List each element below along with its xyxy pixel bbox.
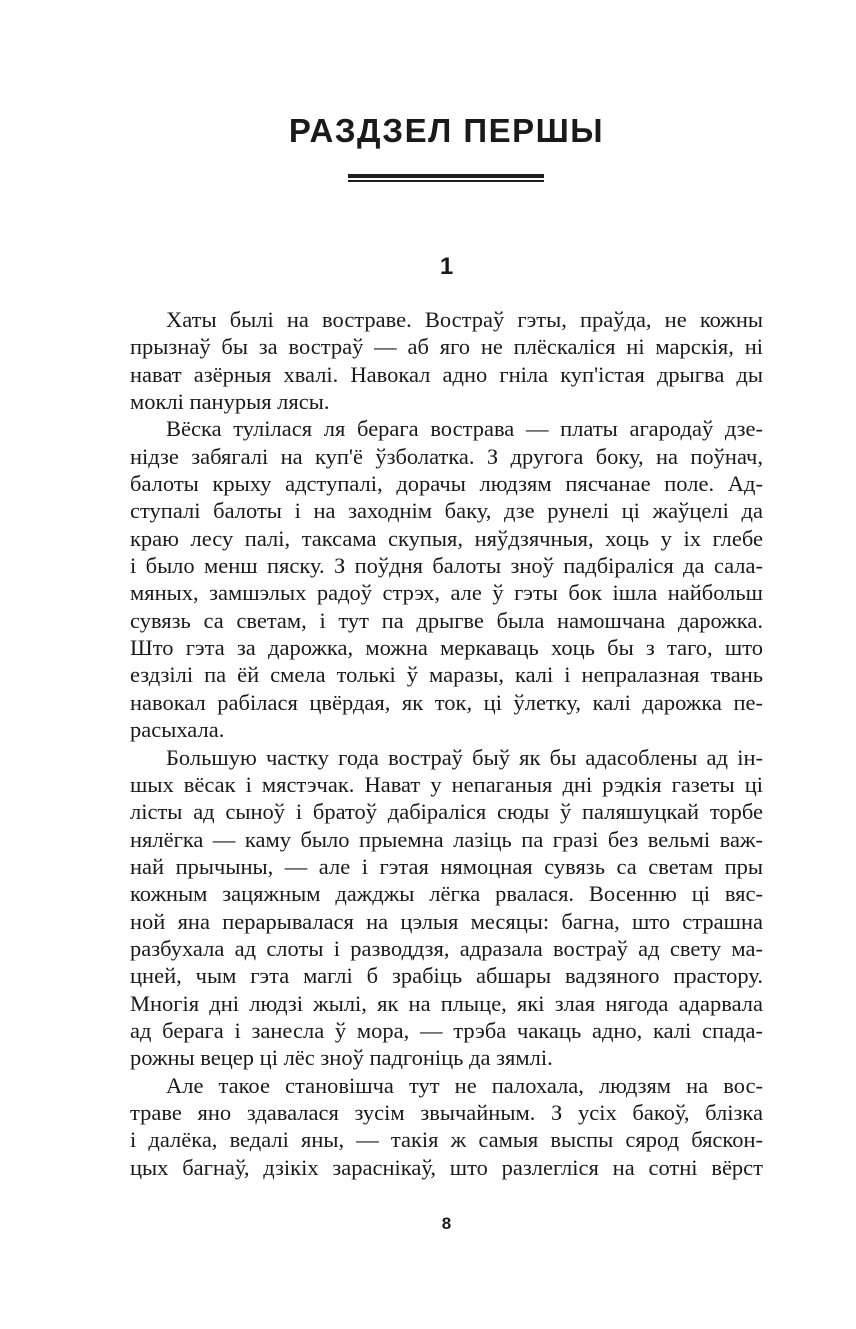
section-title: РАЗДЗЕЛ ПЕРШЫ <box>288 112 605 149</box>
paragraph <box>130 1072 763 1181</box>
text-line: мяных, замшэлых радоў стрэх, але ў гэты бок ішла найбольш <box>130 580 763 606</box>
text-line: Многія дні людзі жылі, як на плыце, які злая нягода адарвала <box>130 990 763 1016</box>
text-line: ступалі балоты і на заходнім баку, дзе рунелі ці жаўцелі да <box>130 498 763 524</box>
text-line: лісты ад сыноў і братоў дабіраліся сюды ў паляшуцкай торбе <box>130 799 763 825</box>
text-line: цых багнаў, дзікіх зараснікаў, што разлегліся на сотні вёрст <box>130 1154 763 1180</box>
text-line: прызнаў бы за востраў — аб яго не плёскаліся ні марскія, ні <box>130 334 763 360</box>
rule-thin-line <box>348 180 544 182</box>
paragraph <box>130 306 763 415</box>
text-line: і далёка, ведалі яны, — такія ж самыя выспы сярод бяскон- <box>130 1127 763 1153</box>
text-line: сувязь са светам, і тут па дрыгве была намошчана дарожка. <box>130 607 763 633</box>
double-rule-divider <box>348 174 544 182</box>
text-line: шых вёсак і мястэчак. Нават у непаганыя дні рэдкія газеты ці <box>130 771 763 797</box>
page-number: 8 <box>441 1214 452 1233</box>
text-line: Але такое становішча тут не палохала, людзям на вос- <box>166 1072 763 1098</box>
text-line: разбухала ад слоты і разводдзя, адразала востраў ад свету ма- <box>130 935 763 961</box>
text-line: і было менш пяску. З поўдня балоты зноў падбіраліся да сала- <box>130 553 763 579</box>
text-line: расыхала. <box>130 717 225 743</box>
text-line: Вёска тулілася ля берага вострава — платы агародаў дзе- <box>166 416 763 442</box>
text-line: нялёгка — каму было прыемна лазіць па гразі без вельмі важ- <box>130 826 763 852</box>
paragraph <box>130 415 763 743</box>
text-line: Хаты былі на востраве. Востраў гэты, праўда, не кожны <box>166 307 763 332</box>
text-line: Большую частку года востраў быў як бы адасоблены ад ін- <box>166 744 763 770</box>
text-line: навокал рабілася цвёрдая, як ток, ці ўлетку, калі дарожка пе- <box>130 689 763 715</box>
text-line: краю лесу палі, таксама скупыя, няўдзячныя, хоць у іх глебе <box>130 525 763 551</box>
chapter-number: 1 <box>439 253 454 280</box>
text-line: ездзілі па ёй смела толькі ў маразы, калі і непралазная твань <box>130 662 763 688</box>
text-line: нідзе забягалі на куп'ё ўзболатка. З другога боку, на поўнач, <box>130 443 763 469</box>
text-line: рожны вецер ці лёс зноў падгоніць да зямлі. <box>130 1045 553 1071</box>
paragraph <box>130 744 763 1072</box>
text-line: Што гэта за дарожка, можна меркаваць хоць бы з таго, што <box>130 635 763 661</box>
text-line: ад берага і занесла ў мора, — трэба чакаць адно, калі спада- <box>130 1017 763 1043</box>
text-line: траве яно здавалася зусім звычайным. З усіх бакоў, блізка <box>130 1099 763 1125</box>
body-text <box>130 306 763 1181</box>
text-line: най прычыны, — але і гэтая нямоцная сувязь са светам пры <box>130 853 763 879</box>
text-line: моклі панурыя лясы. <box>130 389 330 415</box>
text-line: кожным зацяжным дажджы лёгка рвалася. Восенню ці вяс- <box>130 881 763 907</box>
text-line: цней, чым гэта маглі б зрабіць абшары вадзяного прастору. <box>130 963 763 989</box>
text-line: ной яна перарывалася на цэлыя месяцы: багна, што страшна <box>130 908 763 934</box>
text-line: балоты крыху адступалі, дорачы людзям пясчанае поле. Ад- <box>130 471 763 497</box>
text-line: нават азёрныя хвалі. Навокал адно гніла куп'істая дрыгва ды <box>130 361 763 387</box>
